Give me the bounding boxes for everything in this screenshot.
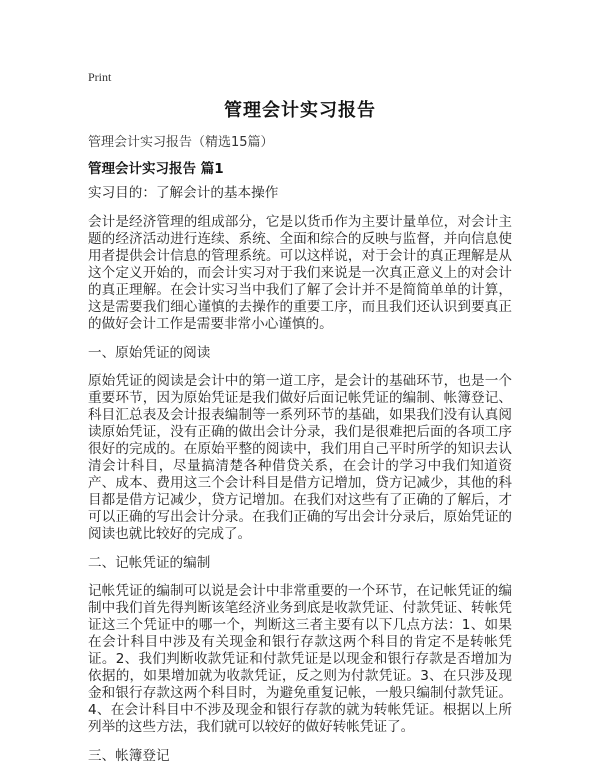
subheading-bookkeeping-voucher: 二、记帐凭证的编制 [88,555,211,571]
purpose-line: 实习目的：了解会计的基本操作 [88,185,279,201]
page-title: 管理会计实习报告 [224,100,376,121]
bookkeeping-voucher-paragraph: 记帐凭证的编制可以说是会计中非常重要的一个环节，在记帐凭证的编制中我们首先得判断该笔经济业务到底是收款凭证、付款凭证、转帐凭证这三个凭证中的哪一个，判断这三者主要有以下几点方法：1、如果在会计科目中涉及有关现金和银行存款这两个科目的肯定不是转帐凭证。2、我们判断收款凭证和付款凭证是以现金和银行存款是否增加为依据的，如果增加就为收款凭证，反之则为付款凭证。3、在只涉及现金和银行存款这两个科目时，为避免重复记帐，一般只编制付款凭证。4、在会计科目中不涉及现金和银行存款的就为转帐凭证。根据以上所列举的这些方法，我们就可以较好的做好转帐凭证了。 [88,583,512,735]
print-label[interactable]: Print [88,70,112,84]
subheading-original-voucher: 一、原始凭证的阅读 [88,345,211,361]
intro-paragraph: 会计是经济管理的组成部分，它是以货币作为主要计量单位，对会计主题的经济活动进行连续、系统、全面和综合的反映与监督，并向信息使用者提供会计信息的管理系统。可以这样说，对于会计的真正理解是从这个定义开始的，而会计实习对于我们来说是一次真正意义上的对会计的真正理解。在会计实习当中我们了解了会计并不是简简单单的计算，这是需要我们细心谨慎的去操作的重要工序，而且我们还认识到要真正的做好会计工作是需要非常小心谨慎的。 [88,214,512,332]
subheading-ledger-registration: 三、帐簿登记 [88,748,170,764]
section-heading: 管理会计实习报告 篇1 [88,161,224,177]
original-voucher-paragraph: 原始凭证的阅读是会计中的第一道工序，是会计的基础环节，也是一个重要环节，因为原始凭证是我们做好后面记帐凭证的编制、帐簿登记、科目汇总表及会计报表编制等一系列环节的基础，如果我们没有认真阅读原始凭证，没有正确的做出会计分录，我们是很难把后面的各项工序很好的完成的。在原始平整的阅读中，我们用自己平时所学的知识去认清会计科目，尽量搞清楚各种借贷关系，在会计的学习中我们知道资产、成本、费用这三个会计科目是借方记增加，贷方记减少，其他的科目都是借方记减少，贷方记增加。在我们对这些有了正确的了解后，才可以正确的写出会计分录。在我们正确的写出会计分录后，原始凭证的阅读也就比较好的完成了。 [88,373,512,542]
document-body [88,185,512,776]
document-subtitle: 管理会计实习报告（精选15篇） [88,135,274,150]
